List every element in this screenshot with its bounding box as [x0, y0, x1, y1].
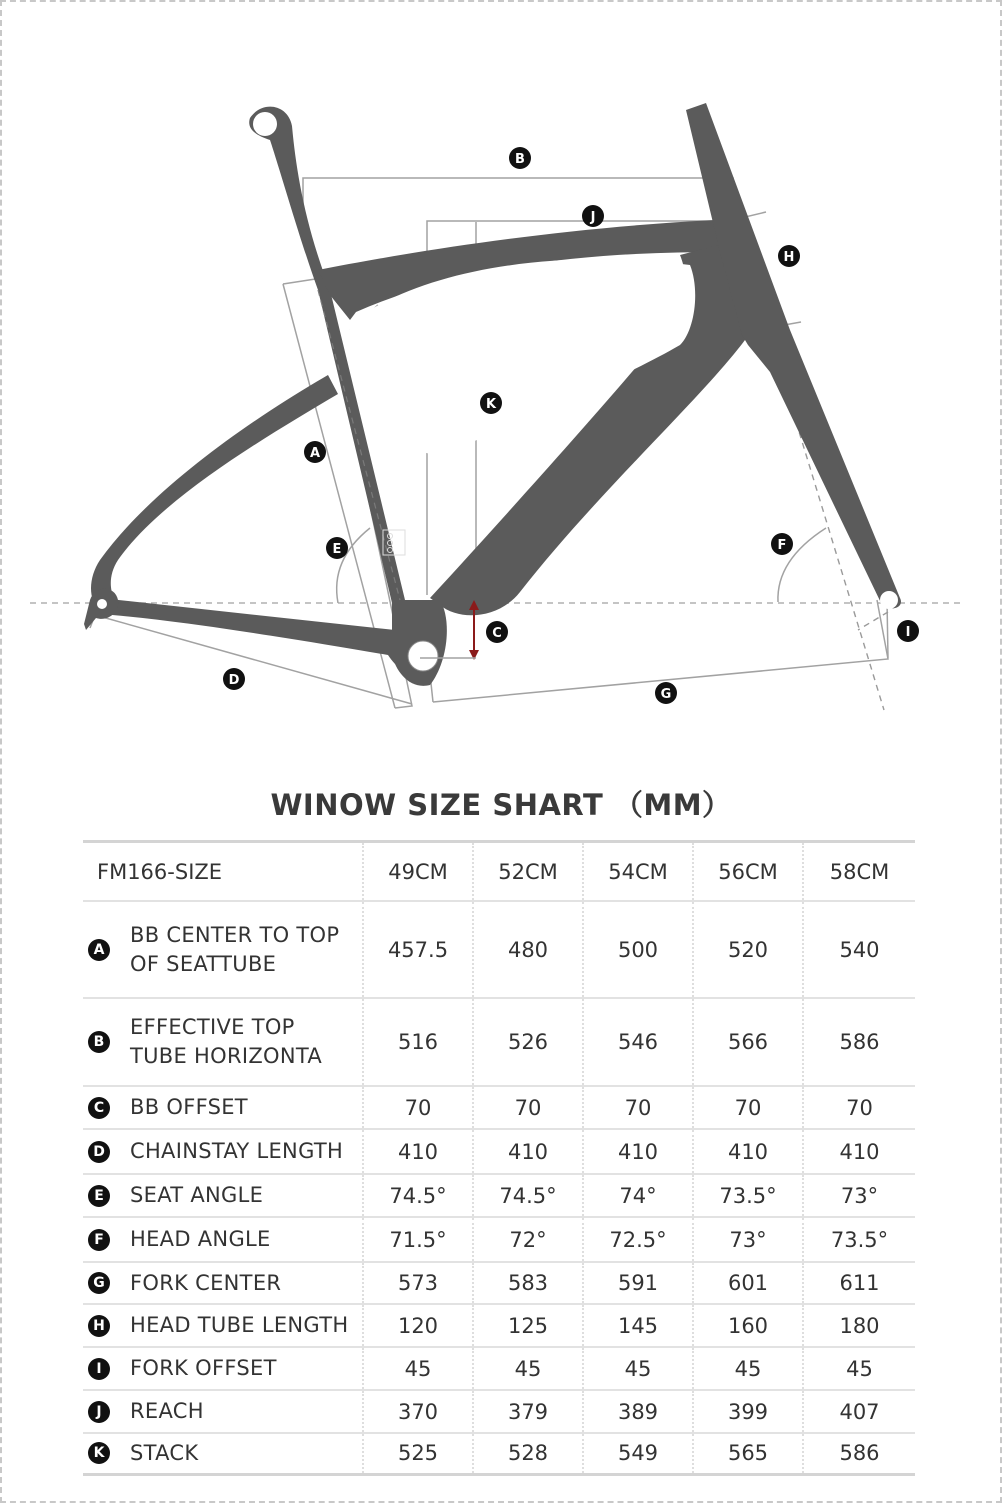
row-label-line: EFFECTIVE TOP — [130, 1015, 295, 1039]
svg-text:G: G — [660, 687, 672, 702]
row-value: 407 — [803, 1390, 915, 1433]
table-row — [83, 901, 915, 998]
row-value: 74.5° — [473, 1174, 583, 1217]
rear-axle — [97, 599, 107, 609]
table-row — [83, 1086, 915, 1129]
marker-e — [326, 537, 348, 559]
row-label — [83, 1390, 363, 1433]
table-row — [83, 1217, 915, 1262]
row-value: 74.5° — [363, 1174, 473, 1217]
row-value: 70 — [473, 1086, 583, 1129]
row-label — [83, 1086, 363, 1129]
marker-a — [304, 441, 326, 463]
row-value: 546 — [583, 998, 693, 1086]
row-value: 480 — [473, 901, 583, 998]
marker-j — [582, 205, 604, 227]
marker-i — [897, 620, 919, 642]
row-value: 73° — [693, 1217, 803, 1262]
row-marker-badge: I — [88, 1358, 110, 1380]
row-label-line: BB OFFSET — [130, 1095, 248, 1119]
row-label-line: REACH — [130, 1399, 204, 1423]
row-marker-badge: C — [88, 1097, 110, 1119]
bottom-bracket — [408, 641, 438, 671]
row-marker-badge: D — [88, 1141, 110, 1163]
header-56cm: 56CM — [693, 842, 803, 902]
table-row — [83, 1433, 915, 1474]
row-value: 125 — [473, 1304, 583, 1347]
marker-h — [778, 245, 800, 267]
row-value: 71.5° — [363, 1217, 473, 1262]
table-row — [83, 1304, 915, 1347]
row-value: 45 — [363, 1347, 473, 1390]
svg-text:E: E — [332, 542, 342, 557]
row-value: 180 — [803, 1304, 915, 1347]
marker-b — [509, 147, 531, 169]
marker-k — [480, 392, 502, 414]
row-value: 601 — [693, 1262, 803, 1304]
header-52cm: 52CM — [473, 842, 583, 902]
row-value: 540 — [803, 901, 915, 998]
row-value: 70 — [583, 1086, 693, 1129]
svg-text:I: I — [905, 625, 911, 640]
row-marker-badge: F — [88, 1229, 110, 1251]
header-54cm: 54CM — [583, 842, 693, 902]
row-marker-badge: E — [88, 1185, 110, 1207]
marker-f — [771, 533, 793, 555]
row-value: 73° — [803, 1174, 915, 1217]
row-label-line: SEAT ANGLE — [130, 1183, 264, 1207]
row-value: 74° — [583, 1174, 693, 1217]
row-value: 516 — [363, 998, 473, 1086]
row-value: 70 — [803, 1086, 915, 1129]
row-value: 45 — [583, 1347, 693, 1390]
row-value: 73.5° — [803, 1217, 915, 1262]
table-row — [83, 1390, 915, 1433]
row-value: 45 — [693, 1347, 803, 1390]
row-value: 370 — [363, 1390, 473, 1433]
row-value: 72.5° — [583, 1217, 693, 1262]
row-value: 583 — [473, 1262, 583, 1304]
row-value: 145 — [583, 1304, 693, 1347]
row-value: 611 — [803, 1262, 915, 1304]
row-label-line: CHAINSTAY LENGTH — [130, 1139, 344, 1163]
row-marker-badge: A — [88, 939, 110, 961]
row-label — [83, 998, 363, 1086]
row-value: 565 — [693, 1433, 803, 1474]
marker-c — [486, 621, 508, 643]
row-value: 410 — [693, 1129, 803, 1174]
row-value: 120 — [363, 1304, 473, 1347]
row-marker-badge: K — [88, 1442, 110, 1464]
row-label-line: STACK — [130, 1440, 199, 1465]
row-value: 410 — [363, 1129, 473, 1174]
svg-text:F: F — [777, 538, 787, 553]
row-value: 410 — [473, 1129, 583, 1174]
row-marker-badge: H — [88, 1315, 110, 1337]
front-axle — [880, 591, 898, 609]
row-value: 410 — [583, 1129, 693, 1174]
row-value: 591 — [583, 1262, 693, 1304]
row-marker-badge: J — [88, 1401, 110, 1423]
row-value: 379 — [473, 1390, 583, 1433]
table-row — [83, 1262, 915, 1304]
row-value: 457.5 — [363, 901, 473, 998]
svg-text:H: H — [783, 250, 795, 265]
table-row — [83, 1129, 915, 1174]
row-value: 70 — [693, 1086, 803, 1129]
marker-d — [223, 668, 245, 690]
svg-text:J: J — [590, 210, 596, 225]
row-value: 520 — [693, 901, 803, 998]
row-value: 526 — [473, 998, 583, 1086]
svg-text:C: C — [492, 626, 502, 641]
row-value: 549 — [583, 1433, 693, 1474]
row-marker-badge: G — [88, 1272, 110, 1294]
row-label-line: TUBE HORIZONTA — [130, 1044, 323, 1068]
row-label — [83, 1433, 363, 1474]
row-value: 566 — [693, 998, 803, 1086]
size-chart-title: WINOW SIZE SHART （MM） — [270, 788, 732, 822]
row-value: 72° — [473, 1217, 583, 1262]
row-value: 389 — [583, 1390, 693, 1433]
table-row — [83, 998, 915, 1086]
row-label — [83, 1347, 363, 1390]
row-value: 528 — [473, 1433, 583, 1474]
seat-clamp-hole — [253, 112, 277, 136]
row-label-line: BB CENTER TO TOP — [130, 922, 340, 947]
row-label-line: OF SEATTUBE — [130, 951, 277, 976]
row-label — [83, 1174, 363, 1217]
row-label-line: HEAD TUBE LENGTH — [130, 1313, 349, 1337]
header-58cm: 58CM — [803, 842, 915, 902]
row-value: 70 — [363, 1086, 473, 1129]
row-marker-badge: B — [88, 1031, 110, 1053]
svg-text:B: B — [515, 152, 525, 167]
bb-offset-arrow — [469, 600, 479, 660]
svg-text:A: A — [309, 446, 321, 461]
row-label — [83, 1262, 363, 1304]
row-value: 73.5° — [693, 1174, 803, 1217]
row-value: 525 — [363, 1433, 473, 1474]
row-value: 500 — [583, 901, 693, 998]
row-label — [83, 1304, 363, 1347]
svg-text:K: K — [485, 397, 497, 412]
table-header-row — [83, 842, 915, 902]
row-label-line: FORK CENTER — [130, 1270, 282, 1295]
row-value: 45 — [803, 1347, 915, 1390]
table-row — [83, 1174, 915, 1217]
row-label — [83, 901, 363, 998]
row-value: 45 — [473, 1347, 583, 1390]
row-value: 586 — [803, 1433, 915, 1474]
table-row — [83, 1347, 915, 1390]
svg-text:D: D — [228, 673, 240, 688]
header-49cm: 49CM — [363, 842, 473, 902]
marker-g — [655, 682, 677, 704]
size-chart-table — [83, 840, 915, 1476]
header-size-label: FM166-SIZE — [83, 842, 363, 902]
row-label — [83, 1129, 363, 1174]
row-value: 160 — [693, 1304, 803, 1347]
row-label-line: FORK OFFSET — [130, 1356, 277, 1380]
row-value: 573 — [363, 1262, 473, 1304]
row-value: 410 — [803, 1129, 915, 1174]
row-value: 399 — [693, 1390, 803, 1433]
row-label-line: HEAD ANGLE — [130, 1227, 271, 1251]
row-value: 586 — [803, 998, 915, 1086]
row-label — [83, 1217, 363, 1262]
